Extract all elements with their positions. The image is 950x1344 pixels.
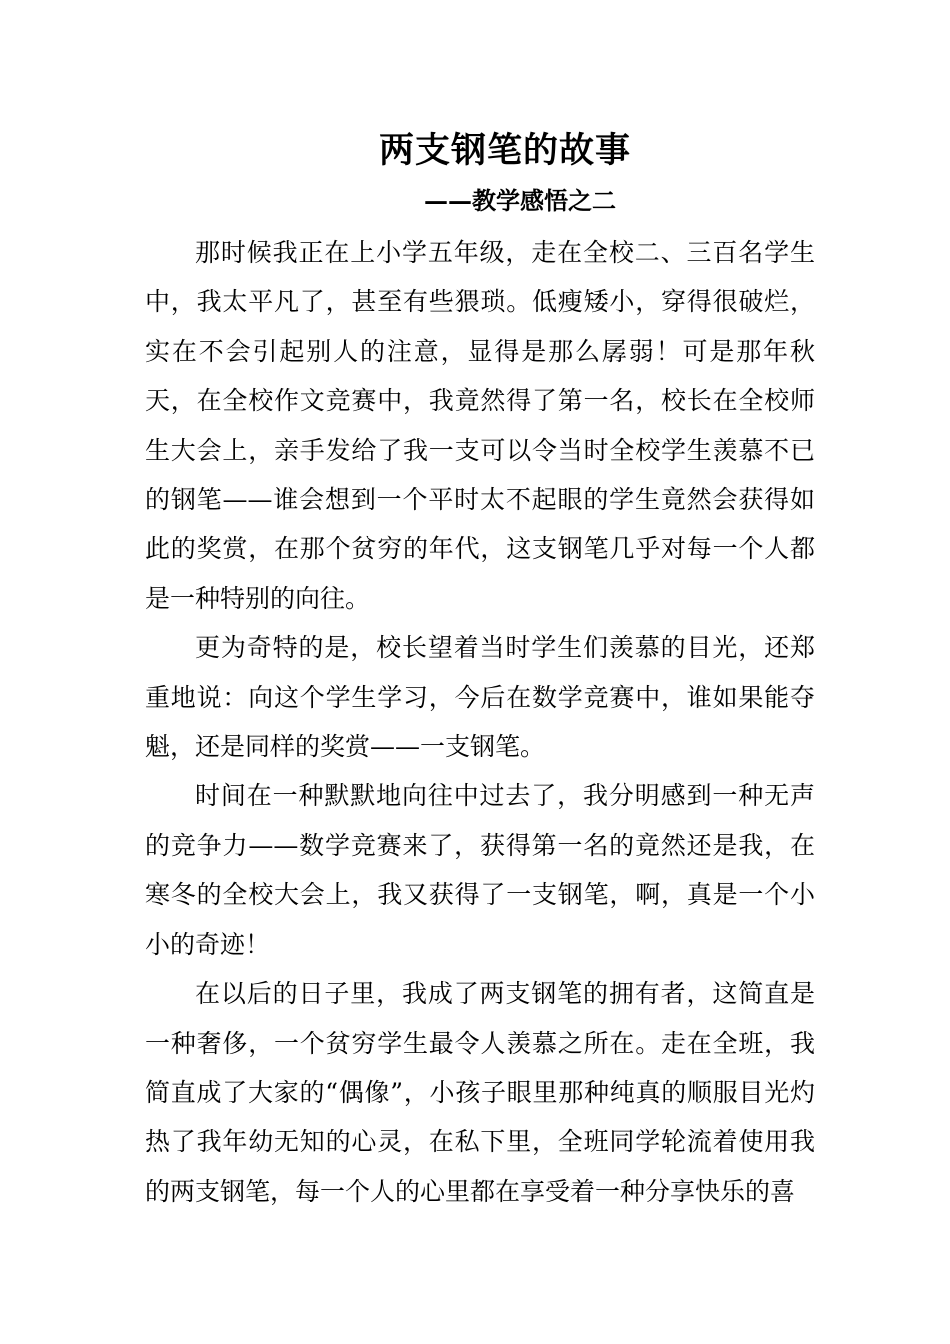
article-body xyxy=(145,228,815,1216)
paragraph-4: 在以后的日子里，我成了两支钢笔的拥有者，这简直是一种奢侈，一个贫穷学生最令人羡慕之所在。走在全班，我简直成了大家的“偶像”，小孩子眼里那种纯真的顺服目光灼热了我年幼无知的心灵，在私下里，全班同学轮流着使用我的两支钢笔，每一个人的心里都在享受着一种分享快乐的喜 xyxy=(145,979,815,1206)
paragraph-1: 那时候我正在上小学五年级，走在全校二、三百名学生中，我太平凡了，甚至有些猥琐。低瘦矮小，穿得很破烂，实在不会引起别人的注意，显得是那么孱弱！可是那年秋天，在全校作文竞赛中，我竟然得了第一名，校长在全校师生大会上，亲手发给了我一支可以令当时全校学生羡慕不已的钢笔——谁会想到一个平时太不起眼的学生竟然会获得如此的奖赏，在那个贫穷的年代，这支钢笔几乎对每一个人都是一种特别的向往。 xyxy=(145,238,815,613)
paragraph-3: 时间在一种默默地向往中过去了，我分明感到一种无声的竞争力——数学竞赛来了，获得第一名的竟然还是我，在寒冬的全校大会上，我又获得了一支钢笔，啊，真是一个小小的奇迹！ xyxy=(145,781,815,959)
page-subtitle: ——教学感悟之二 xyxy=(424,186,616,215)
page-title: 两支钢笔的故事 xyxy=(378,130,631,171)
paragraph-2: 更为奇特的是，校长望着当时学生们羡慕的目光，还郑重地说：向这个学生学习，今后在数学竞赛中，谁如果能夺魁，还是同样的奖赏——一支钢笔。 xyxy=(145,633,815,762)
